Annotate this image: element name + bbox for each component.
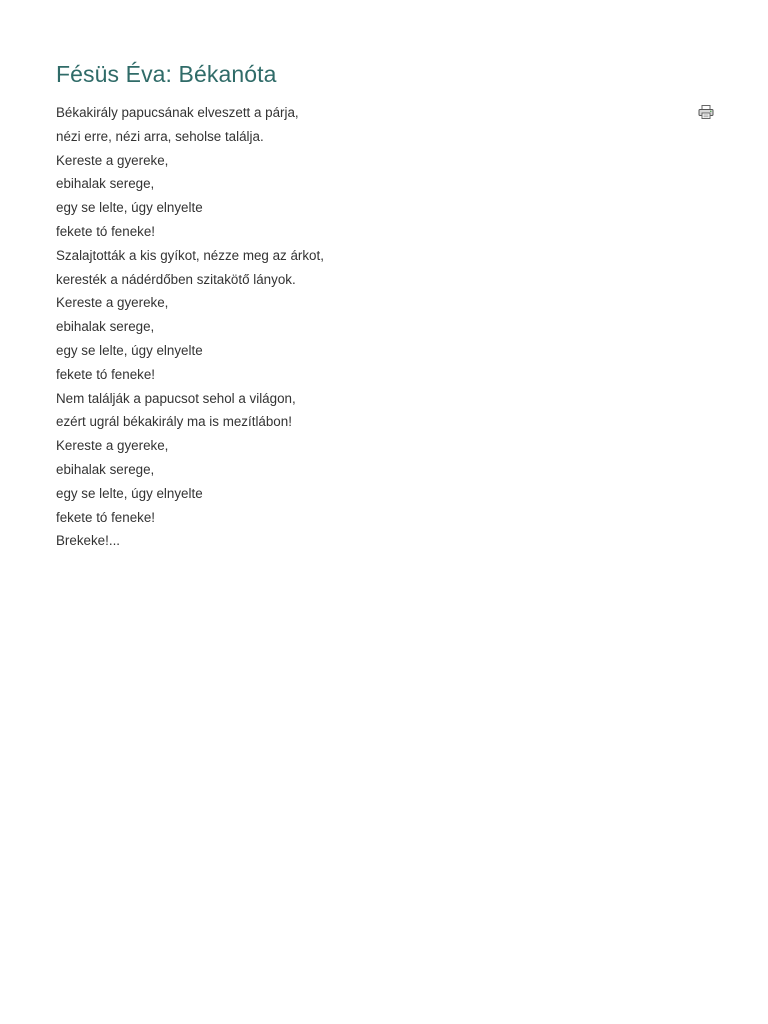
poem-line: Nem találják a papucsot sehol a világon,: [56, 390, 296, 406]
poem-line: ezért ugrál békakirály ma is mezítlábon!: [56, 414, 292, 430]
poem-line: Békakirály papucsának elveszett a párja,: [56, 105, 299, 120]
poem-line: fekete tó feneke!: [56, 509, 156, 525]
poem-line: Brekeke!...: [56, 533, 121, 549]
page-title: Fésüs Éva: Békanóta: [56, 61, 277, 87]
poem-line: egy se lelte, úgy elnyelte: [56, 342, 203, 358]
poem-line: egy se lelte, úgy elnyelte: [56, 200, 203, 216]
poem-line: Kereste a gyereke,: [56, 295, 169, 311]
poem-line: nézi erre, nézi arra, seholse találja.: [56, 128, 264, 144]
poem-line: keresték a nádérdőben szitakötő lányok.: [56, 271, 296, 287]
poem-line: fekete tó feneke!: [56, 223, 156, 239]
poem-line: Kereste a gyereke,: [56, 438, 169, 454]
poem-line: Szalajtották a kis gyíkot, nézze meg az árkot,: [56, 247, 324, 263]
poem-line: fekete tó feneke!: [56, 366, 156, 382]
poem-body: [56, 101, 716, 553]
poem-line: ebihalak serege,: [56, 461, 155, 477]
poem-line: egy se lelte, úgy elnyelte: [56, 485, 203, 501]
printer-icon: [698, 104, 714, 120]
poem-line: ebihalak serege,: [56, 319, 155, 335]
article: [56, 58, 716, 553]
print-button[interactable]: [698, 104, 714, 120]
poem-line: Kereste a gyereke,: [56, 152, 169, 168]
poem-line: ebihalak serege,: [56, 176, 155, 192]
